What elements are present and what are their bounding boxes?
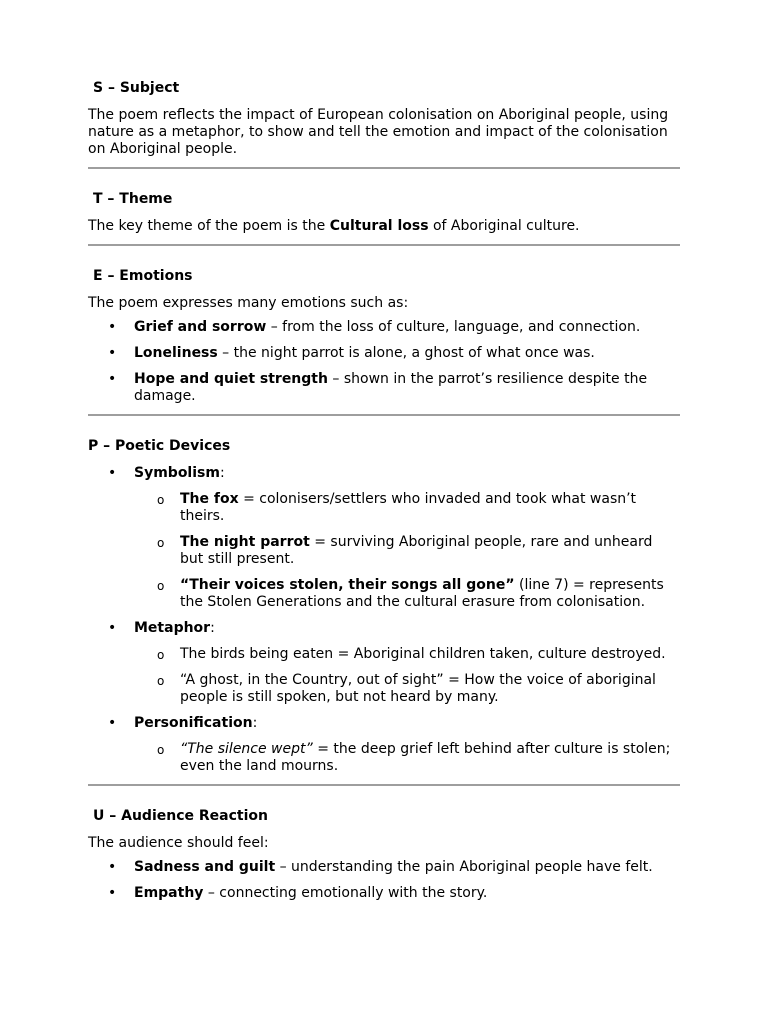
devices-heading: P – Poetic Devices <box>88 438 231 454</box>
personification-desc: = the deep grief left behind after culture is stolen; even the land mourns. <box>180 741 671 774</box>
personification-sublist <box>134 741 680 775</box>
device-term: Symbolism <box>134 465 220 481</box>
symbol-term: “Their voices stolen, their songs all gone” <box>180 577 515 593</box>
device-suffix: : <box>219 465 225 481</box>
audience-term: Empathy <box>134 885 204 901</box>
section-divider <box>88 784 680 786</box>
emotion-desc: – the night parrot is alone, a ghost of what once was. <box>217 345 595 361</box>
section-divider <box>88 167 680 169</box>
emotion-term: Loneliness <box>134 345 218 361</box>
theme-text-post: of Aboriginal culture. <box>428 218 580 234</box>
audience-intro: The audience should feel: <box>88 835 269 851</box>
emotions-intro: The poem expresses many emotions such as: <box>88 295 409 311</box>
section-divider <box>88 414 680 416</box>
metaphor-sublist <box>134 646 680 706</box>
list-item <box>88 620 680 706</box>
symbol-term: The fox <box>180 491 239 507</box>
subject-heading: S – Subject <box>93 80 180 96</box>
theme-text <box>88 218 680 235</box>
symbol-desc: = surviving Aboriginal people, rare and unheard but still present. <box>180 534 653 567</box>
audience-desc: – understanding the pain Aboriginal people have felt. <box>275 859 653 875</box>
device-term: Metaphor <box>134 620 211 636</box>
sub-list-item <box>134 491 680 525</box>
audience-desc: – connecting emotionally with the story. <box>203 885 488 901</box>
emotions-list <box>88 319 680 405</box>
audience-list <box>88 859 680 902</box>
theme-heading: T – Theme <box>93 191 173 207</box>
symbol-desc: (line 7) = represents the Stolen Generations and the cultural erasure from colonisation. <box>180 577 664 610</box>
sub-list-item <box>134 534 680 568</box>
audience-term: Sadness and guilt <box>134 859 276 875</box>
devices-list <box>88 465 680 775</box>
emotion-term: Grief and sorrow <box>134 319 267 335</box>
emotion-desc: – shown in the parrot’s resilience despite the damage. <box>134 371 648 404</box>
emotion-desc: – from the loss of culture, language, and connection. <box>266 319 641 335</box>
emotions-heading: E – Emotions <box>93 268 193 284</box>
sub-list-item <box>134 741 680 775</box>
device-suffix: : <box>252 715 258 731</box>
emotion-term: Hope and quiet strength <box>134 371 328 387</box>
sub-list-item <box>134 577 680 611</box>
symbol-desc: = colonisers/settlers who invaded and took what wasn’t theirs. <box>180 491 637 524</box>
subject-text: The poem reflects the impact of European colonisation on Aboriginal people, using nature as a metaphor, to show and tell the emotion and impact of the colonisation on Aboriginal people. <box>88 107 669 157</box>
list-item <box>88 465 680 611</box>
list-item <box>88 319 680 336</box>
symbolism-sublist <box>134 491 680 611</box>
list-item <box>88 715 680 775</box>
document-page <box>88 79 680 911</box>
device-suffix: : <box>210 620 215 636</box>
sub-list-item: o “A ghost, in the Country, out of sight” = How the voice of aboriginal people is still spoken, but not heard by many. <box>134 672 680 706</box>
theme-text-pre: The key theme of the poem is the <box>88 218 330 234</box>
symbol-term: The night parrot <box>180 534 310 550</box>
audience-heading: U – Audience Reaction <box>93 808 268 824</box>
personification-quote: “The silence wept” <box>180 741 313 757</box>
list-item <box>88 885 680 902</box>
list-item <box>88 371 680 405</box>
sub-list-item: o The birds being eaten = Aboriginal children taken, culture destroyed. <box>134 646 680 663</box>
device-term: Personification <box>134 715 253 731</box>
theme-text-bold: Cultural loss <box>329 218 429 234</box>
section-divider <box>88 244 680 246</box>
list-item <box>88 859 680 876</box>
list-item <box>88 345 680 362</box>
